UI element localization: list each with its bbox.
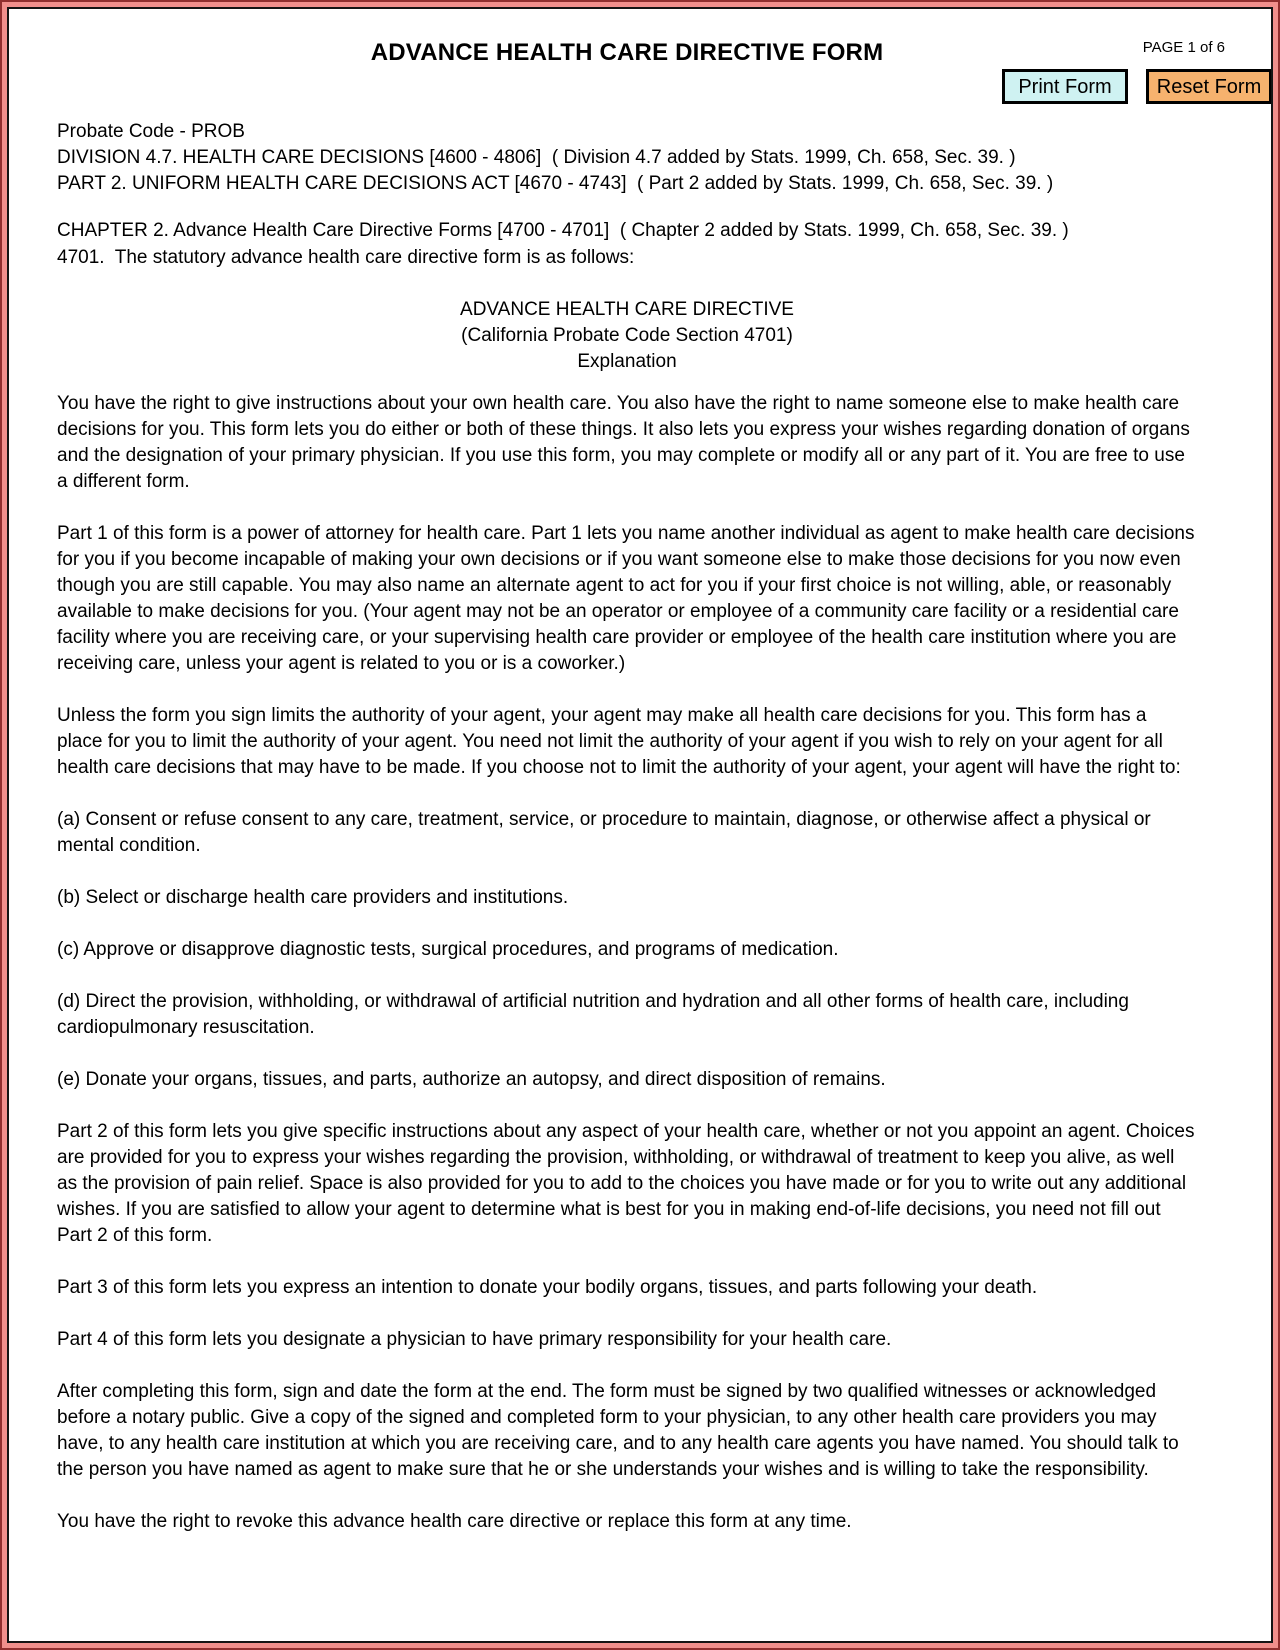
- page-number-label: PAGE 1 of 6: [1142, 39, 1225, 56]
- paragraph: (c) Approve or disapprove diagnostic tests, surgical procedures, and programs of medication.: [57, 939, 839, 960]
- code-line: DIVISION 4.7. HEALTH CARE DECISIONS [4600 - 4806] ( Division 4.7 added by Stats. 1999, Ch. 658, Sec. 39. ): [57, 147, 1016, 168]
- probate-code-reference: [57, 119, 1197, 197]
- chapter-line: CHAPTER 2. Advance Health Care Directive Forms [4700 - 4701] ( Chapter 2 added by Stats. 1999, Ch. 658, Sec. 39. ): [57, 220, 1069, 241]
- form-buttons: [1002, 69, 1272, 104]
- statute-line: 4701. The statutory advance health care directive form is as follows:: [57, 247, 635, 268]
- reset-form-button[interactable]: Reset Form: [1146, 69, 1272, 104]
- paragraph: (a) Consent or refuse consent to any care, treatment, service, or procedure to maintain, diagnose, or otherwise affect a physical or mental condition.: [57, 809, 1157, 856]
- paragraph: Part 4 of this form lets you designate a physician to have primary responsibility for your health care.: [57, 1329, 892, 1350]
- page-content: [7, 7, 1273, 1643]
- code-line: PART 2. UNIFORM HEALTH CARE DECISIONS ACT [4670 - 4743] ( Part 2 added by Stats. 1999, Ch. 658, Sec. 39. ): [57, 173, 1054, 194]
- paragraph: After completing this form, sign and date the form at the end. The form must be signed by two qualified witnesses or acknowledged before a notary public. Give a copy of the signed and completed form to your physician, to any other health care providers you may have, to any health care institution at which you are receiving care, and to any health care agents you have named. You should talk to the person you have named as agent to make sure that he or she understands your wishes and is willing to take the responsibility.: [57, 1381, 1185, 1480]
- document-body: [57, 119, 1200, 1535]
- header: [57, 31, 1262, 119]
- paragraph: (e) Donate your organs, tissues, and parts, authorize an autopsy, and direct disposition of remains.: [57, 1069, 886, 1090]
- paragraph: You have the right to give instructions about your own health care. You also have the right to name someone else to make health care decisions for you. This form lets you do either or both of these things. It also lets you express your wishes regarding donation of organs and the designation of your primary physician. If you use this form, you may complete or modify all or any part of it. You are free to use a different form.: [57, 393, 1196, 492]
- paragraph: Part 1 of this form is a power of attorney for health care. Part 1 lets you name another individual as agent to make health care decisions for you if you become incapable of making your own decisions or if you want someone else to make those decisions for you now even though you are still capable. You may also name an alternate agent to act for you if your first choice is not willing, able, or reasonably available to make decisions for you. (Your agent may not be an operator or employee of a community care facility or a residential care facility where you are receiving care, or your supervising health care provider or employee of the health care institution where you are receiving care, unless your agent is related to you or is a coworker.): [57, 523, 1200, 674]
- page-title: ADVANCE HEALTH CARE DIRECTIVE FORM: [370, 39, 884, 66]
- directive-heading-title: ADVANCE HEALTH CARE DIRECTIVE: [460, 299, 794, 320]
- page-frame: [2, 2, 1278, 1648]
- directive-heading-explanation: Explanation: [577, 351, 677, 372]
- print-form-button[interactable]: Print Form: [1002, 69, 1128, 104]
- directive-heading: [57, 297, 1197, 375]
- paragraph: Unless the form you sign limits the authority of your agent, your agent may make all health care decisions for you. This form has a place for you to limit the authority of your agent. You need not limit the authority of your agent if you wish to rely on your agent for all health care decisions that may have to be made. If you choose not to limit the authority of your agent, your agent will have the right to:: [57, 705, 1181, 778]
- paragraph: (b) Select or discharge health care providers and institutions.: [57, 887, 569, 908]
- paragraph: (d) Direct the provision, withholding, or withdrawal of artificial nutrition and hydration and all other forms of health care, including cardiopulmonary resuscitation.: [57, 991, 1135, 1038]
- paragraph: Part 3 of this form lets you express an intention to donate your bodily organs, tissues, and parts following your death.: [57, 1277, 1038, 1298]
- paragraph: Part 2 of this form lets you give specific instructions about any aspect of your health care, whether or not you appoint an agent. Choices are provided for you to express your wishes regarding the provision, withholding, or withdrawal of treatment to keep you alive, as well as the provision of pain relief. Space is also provided for you to add to the choices you have made or for you to write out any additional wishes. If you are satisfied to allow your agent to determine what is best for you in making end-of-life decisions, you need not fill out Part 2 of this form.: [57, 1121, 1200, 1246]
- code-line: Probate Code - PROB: [57, 121, 245, 142]
- paragraph: You have the right to revoke this advance health care directive or replace this form at any time.: [57, 1511, 852, 1532]
- directive-heading-code: (California Probate Code Section 4701): [461, 325, 793, 346]
- chapter-reference: [57, 217, 1197, 271]
